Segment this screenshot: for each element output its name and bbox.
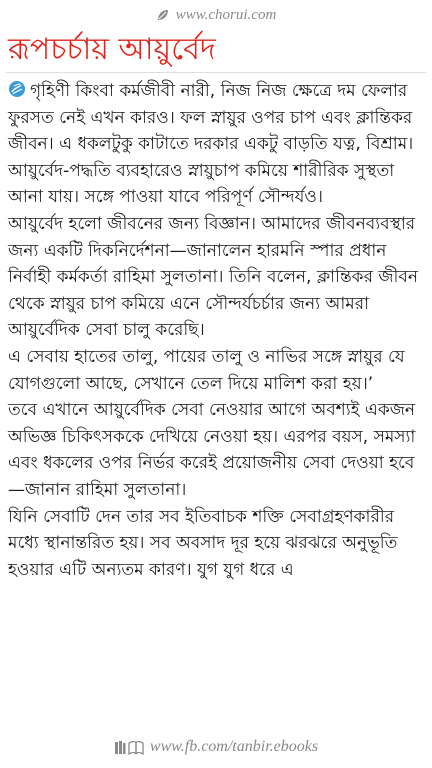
article-title: রূপচর্চায় আয়ুর্বেদ bbox=[8, 32, 216, 67]
leaf-icon bbox=[156, 8, 170, 22]
header-watermark-text: www.chorui.com bbox=[175, 6, 277, 23]
paragraph-5: যিনি সেবাটি দেন তার সব ইতিবাচক শক্তি সেবাগ্রহণকারীর মধ্যে স্থানান্তরিত হয়। সব অবসাদ দূর হয়ে ঝরঝরে অনুভূতি হওয়ার এটি অন্যতম কারণ। যুগ যুগ ধরে এ bbox=[8, 506, 398, 580]
footer-watermark-text: www.fb.com/tanbir.ebooks bbox=[149, 738, 319, 755]
article-body bbox=[8, 78, 426, 583]
books-icon bbox=[114, 739, 144, 755]
footer-watermark bbox=[0, 736, 432, 758]
header-watermark bbox=[0, 4, 432, 26]
flower-icon bbox=[8, 80, 26, 98]
paragraph-4: তবে এখানে আয়ুর্বেদিক সেবা নেওয়ার আগে অবশ্যই একজন অভিজ্ঞ চিকিৎসককে দেখিয়ে নেওয়া হয়। এরপর বয়স, সমস্যা এবং ধকলের ওপর নির্ভর করেই প্রয়োজনীয় সেবা দেওয়া হবে—জানান রাহিমা সুলতানা। bbox=[8, 400, 416, 500]
paragraph-1-text: গৃহিণী কিংবা কর্মজীবী নারী, নিজ নিজ ক্ষেত্রে দম ফেলার ফুরসত নেই এখন কারও। ফল স্নায়ুর ওপর চাপ এবং ক্লান্তিকর জীবন। এ ধকলটুকু কাটাতে দরকার একটু বাড়তি যত্ন, বিশ্রাম। আয়ুর্বেদ-পদ্ধতি ব্যবহারেও স্নায়ুচাপ কমিয়ে শারীরিক সুস্থতা আনা যায়। সঙ্গে পাওয়া যাবে পরিপূর্ণ সৌন্দর্যও। bbox=[8, 81, 414, 208]
paragraph-2: আয়ুর্বেদ হলো জীবনের জন্য বিজ্ঞান। আমাদের জীবনব্যবস্থার জন্য একটি দিকনির্দেশনা—জানালেন হারমনি স্পার প্রধান নির্বাহী কর্মকর্তা রাহিমা সুলতানা। তিনি বলেন, ক্লান্তিকর জীবন থেকে স্নায়ুর চাপ কমিয়ে এনে সৌন্দর্যচর্চার জন্য আমরা আয়ুর্বেদিক সেবা চালু করেছি। bbox=[8, 213, 419, 341]
paragraph-1 bbox=[8, 78, 426, 211]
paragraph-3: এ সেবায় হাতের তালু, পায়ের তালু ও নাভির সঙ্গে স্নায়ুর যে যোগগুলো আছে, সেখানে তেল দিয়ে মালিশ করা হয়।’ bbox=[8, 346, 405, 394]
title-divider bbox=[6, 72, 426, 73]
